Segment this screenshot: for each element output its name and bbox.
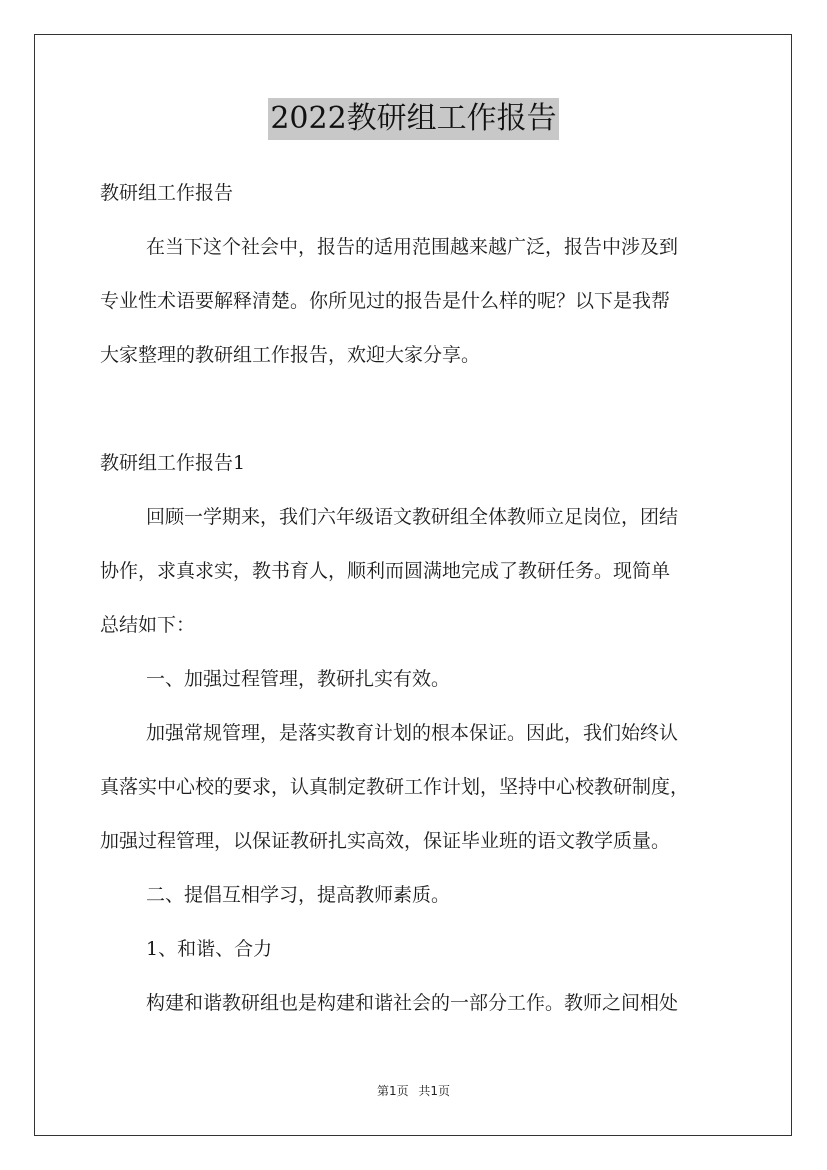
paragraph-line: 专业性术语要解释清楚。你所见过的报告是什么样的呢？以下是我帮 bbox=[100, 290, 671, 312]
paragraph-line: 协作，求真求实，教书育人，顺利而圆满地完成了教研任务。现简单 bbox=[100, 560, 671, 582]
page-total: 共1页 bbox=[418, 1084, 451, 1098]
section-heading: 教研组工作报告1 bbox=[100, 452, 246, 474]
paragraph-line: 加强过程管理，以保证教研扎实高效，保证毕业班的语文教学质量。 bbox=[100, 830, 671, 852]
subheading: 二、提倡互相学习，提高教师素质。 bbox=[146, 884, 451, 906]
subheading: 一、加强过程管理，教研扎实有效。 bbox=[146, 668, 451, 690]
subheading: 1、和谐、合力 bbox=[146, 938, 273, 960]
blank-line bbox=[100, 382, 740, 436]
document-body bbox=[100, 166, 740, 1030]
document-title: 2022教研组工作报告 bbox=[268, 98, 558, 140]
paragraph-line: 总结如下： bbox=[100, 614, 196, 636]
page-number: 第1页 bbox=[376, 1084, 409, 1098]
title-container bbox=[0, 98, 827, 140]
paragraph-line: 在当下这个社会中，报告的适用范围越来越广泛，报告中涉及到 bbox=[146, 236, 679, 258]
paragraph-line: 回顾一学期来，我们六年级语文教研组全体教师立足岗位，团结 bbox=[146, 506, 679, 528]
paragraph-line: 大家整理的教研组工作报告，欢迎大家分享。 bbox=[100, 344, 481, 366]
paragraph-line: 构建和谐教研组也是构建和谐社会的一部分工作。教师之间相处 bbox=[146, 992, 679, 1014]
paragraph-line: 真落实中心校的要求，认真制定教研工作计划，坚持中心校教研制度， bbox=[100, 776, 690, 798]
page-footer bbox=[0, 1082, 827, 1099]
paragraph-line: 加强常规管理，是落实教育计划的根本保证。因此，我们始终认 bbox=[146, 722, 679, 744]
section-heading: 教研组工作报告 bbox=[100, 182, 234, 204]
